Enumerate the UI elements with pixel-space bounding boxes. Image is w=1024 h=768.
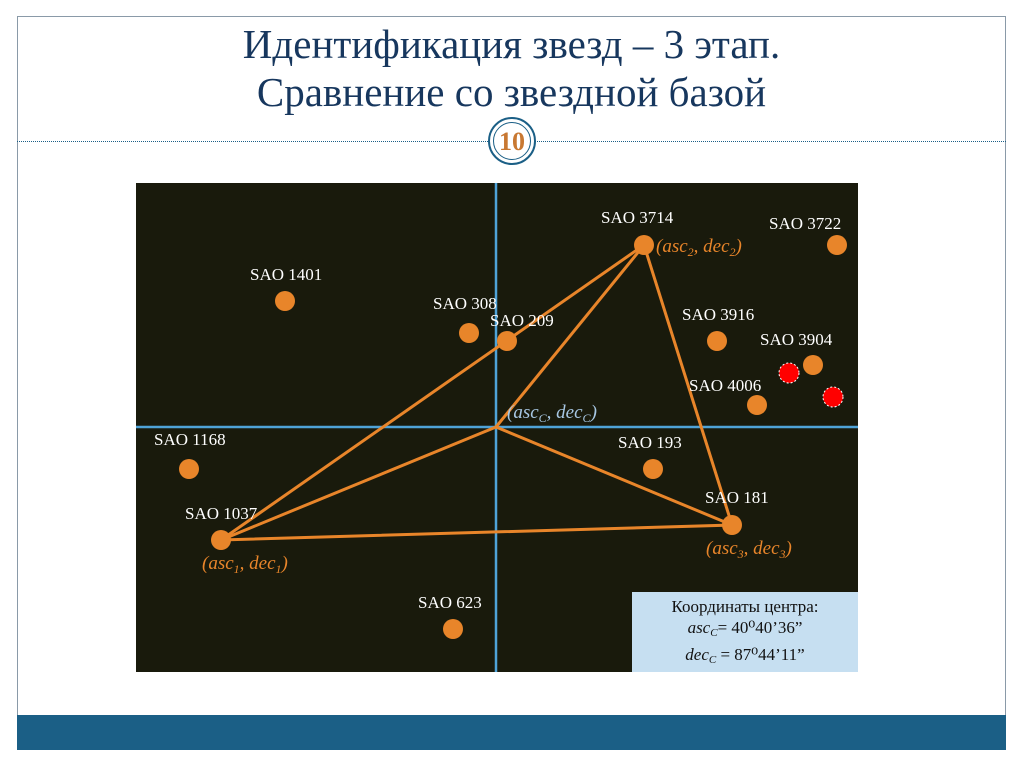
center-dec-sub-box: C [708,654,717,666]
star-unmatched-2 [823,387,843,407]
star-sao181 [722,515,742,535]
star-sao4006 [747,395,767,415]
star-sao1401 [275,291,295,311]
center-asc-line [638,617,852,644]
center-sep: , [546,402,557,423]
star-sao1037 [211,530,231,550]
v3-asc: asc [712,538,738,559]
v3-dec: dec [753,538,780,559]
v2-dec-sub: 2 [729,245,736,259]
center-line-2 [496,245,644,427]
v2-asc-sub: 2 [687,245,694,259]
label-sao1401: SAO 1401 [250,265,323,284]
star-sao209 [497,331,517,351]
vertex-label-2: (asc$_2$, dec$_2$) [656,236,742,259]
v2-dec: dec [703,236,730,257]
label-sao1168: SAO 1168 [154,430,226,449]
center-coordinates-heading: Координаты центра: [671,597,819,616]
center-asc-sub: C [538,411,547,425]
center-coordinates-box [632,592,858,672]
v2-sep: , [693,236,704,257]
slide-title [17,20,1006,116]
center-dec-value: = 87⁰44’11” [716,645,805,664]
label-sao308: SAO 308 [433,294,497,313]
center-dec-line [638,644,852,671]
vertex-label-3: (asc$_3$, dec$_3$) [706,538,792,561]
label-sao3722: SAO 3722 [769,214,842,233]
star-sao3916 [707,331,727,351]
star-sao3714 [634,235,654,255]
v2-asc: asc [662,236,688,257]
star-sao623 [443,619,463,639]
slide-number-badge [488,117,536,165]
slide-number: 10 [493,122,531,160]
label-sao623: SAO 623 [418,593,482,612]
label-sao193: SAO 193 [618,433,682,452]
v3-sep: , [743,538,754,559]
label-sao209: SAO 209 [490,311,554,330]
center-label: (asc$_C$, dec$_C$) [507,402,597,425]
center-asc-value: = 40⁰40’36” [717,618,803,637]
title-line-2: Сравнение со звездной базой [256,69,767,115]
star-sao193 [643,459,663,479]
center-asc: asc [513,402,539,423]
v1-dec-sub: 1 [275,562,282,576]
label-sao4006: SAO 4006 [689,376,762,395]
center-line-3 [496,427,732,525]
footer-band [17,715,1006,750]
star-sao3722 [827,235,847,255]
center-asc-name: asc [687,618,711,637]
center-dec: dec [556,402,583,423]
star-triangle [221,245,732,540]
star-sao308 [459,323,479,343]
center-asc-sub-box: C [710,627,718,639]
v1-asc-sub: 1 [233,562,240,576]
vertex-label-1: (asc$_1$, dec$_1$) [202,553,288,576]
label-sao3904: SAO 3904 [760,330,833,349]
v3-dec-sub: 3 [779,547,786,561]
v1-asc: asc [208,553,234,574]
star-unmatched-1 [779,363,799,383]
label-sao181: SAO 181 [705,488,769,507]
star-sao1168 [179,459,199,479]
v1-dec: dec [249,553,276,574]
label-sao1037: SAO 1037 [185,504,258,523]
star-sao3904 [803,355,823,375]
label-sao3916: SAO 3916 [682,305,755,324]
title-line-1: Идентификация звезд – 3 этап. [242,21,781,67]
center-dec-name: dec [685,645,709,664]
center-dec-sub: C [582,411,591,425]
v1-sep: , [239,553,250,574]
label-sao3714: SAO 3714 [601,208,674,227]
v3-asc-sub: 3 [737,547,744,561]
